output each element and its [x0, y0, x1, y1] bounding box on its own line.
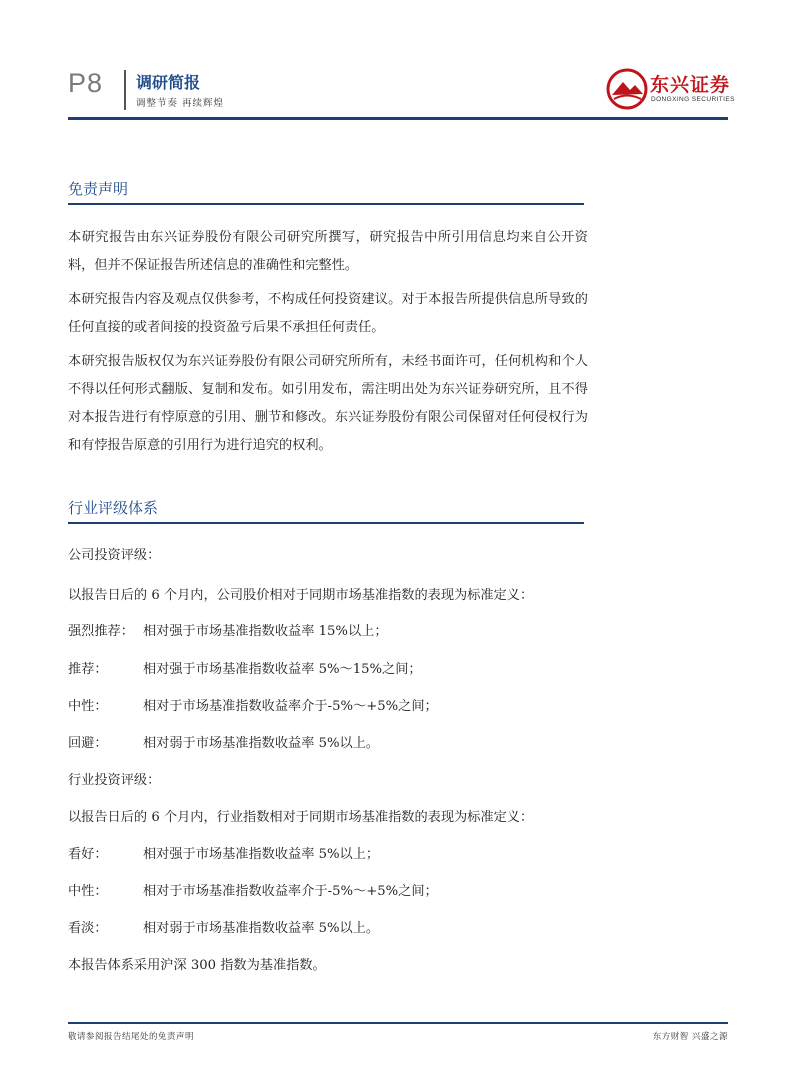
rating-desc: 相对于市场基准指数收益率介于-5%～+5%之间； — [143, 884, 438, 899]
rating-row — [68, 845, 598, 865]
header-rule — [68, 117, 728, 120]
company-rating-heading: 公司投资评级： — [68, 548, 161, 563]
rating-label: 推荐： — [68, 662, 108, 677]
header-divider — [124, 70, 126, 110]
rating-label: 中性： — [68, 884, 108, 899]
rating-row — [68, 734, 598, 754]
disclaimer-title: 免责声明 — [68, 178, 584, 205]
rating-row — [68, 622, 598, 642]
rating-row — [68, 660, 598, 680]
rating-desc: 相对弱于市场基准指数收益率 5%以上。 — [143, 736, 380, 751]
rating-row — [68, 882, 598, 902]
rating-desc: 相对于市场基准指数收益率介于-5%～+5%之间； — [143, 699, 438, 714]
rating-label: 中性： — [68, 699, 108, 714]
rating-desc: 相对弱于市场基准指数收益率 5%以上。 — [143, 921, 380, 936]
disclaimer-paragraph: 本研究报告由东兴证券股份有限公司研究所撰写，研究报告中所引用信息均来自公开资料，但并不保证报告所述信息的准确性和完整性。 — [68, 230, 588, 273]
rating-desc: 相对强于市场基准指数收益率 5%～15%之间； — [143, 662, 422, 677]
page-header — [0, 0, 794, 120]
rating-label: 看淡： — [68, 921, 108, 936]
rating-desc: 相对强于市场基准指数收益率 15%以上； — [143, 624, 388, 639]
logo-mark-icon — [606, 68, 648, 110]
company-rating-intro: 以报告日后的 6 个月内，公司股价相对于同期市场基准指数的表现为标准定义： — [68, 588, 534, 603]
company-logo — [606, 68, 735, 112]
rating-label: 看好： — [68, 847, 108, 862]
benchmark-note: 本报告体系采用沪深 300 指数为基准指数。 — [68, 958, 326, 973]
rating-row — [68, 697, 598, 717]
footer-rule — [68, 1022, 728, 1024]
disclaimer-paragraph: 本研究报告内容及观点仅供参考，不构成任何投资建议。对于本报告所提供信息所导致的任何直接的或者间接的投资盈亏后果不承担任何责任。 — [68, 292, 588, 335]
rating-title: 行业评级体系 — [68, 497, 584, 524]
logo-name-cn: 东兴证券 — [650, 74, 731, 96]
rating-label: 强烈推荐： — [68, 624, 134, 639]
rating-desc: 相对强于市场基准指数收益率 5%以上； — [143, 847, 380, 862]
document-type: 调研简报 — [136, 73, 201, 92]
rating-row — [68, 919, 598, 939]
footer-disclaimer-note: 敬请参阅报告结尾处的免责声明 — [68, 1032, 195, 1042]
footer-slogan: 东方财智 兴盛之源 — [652, 1032, 728, 1042]
industry-rating-heading: 行业投资评级： — [68, 773, 161, 788]
disclaimer-paragraph: 本研究报告版权仅为东兴证券股份有限公司研究所所有，未经书面许可，任何机构和个人不得以任何形式翻版、复制和发布。如引用发布，需注明出处为东兴证券研究所，且不得对本报告进行有悖原意的引用、删节和修改。东兴证券股份有限公司保留对任何侵权行为和有悖报告原意的引用行为进行追究的权利。 — [68, 354, 588, 453]
page-number: P8 — [68, 68, 104, 98]
logo-name-en: DONGXING SECURITIES — [651, 96, 735, 103]
document-subtitle: 调整节奏 再续辉煌 — [136, 98, 225, 109]
industry-rating-intro: 以报告日后的 6 个月内，行业指数相对于同期市场基准指数的表现为标准定义： — [68, 810, 534, 825]
rating-label: 回避： — [68, 736, 108, 751]
